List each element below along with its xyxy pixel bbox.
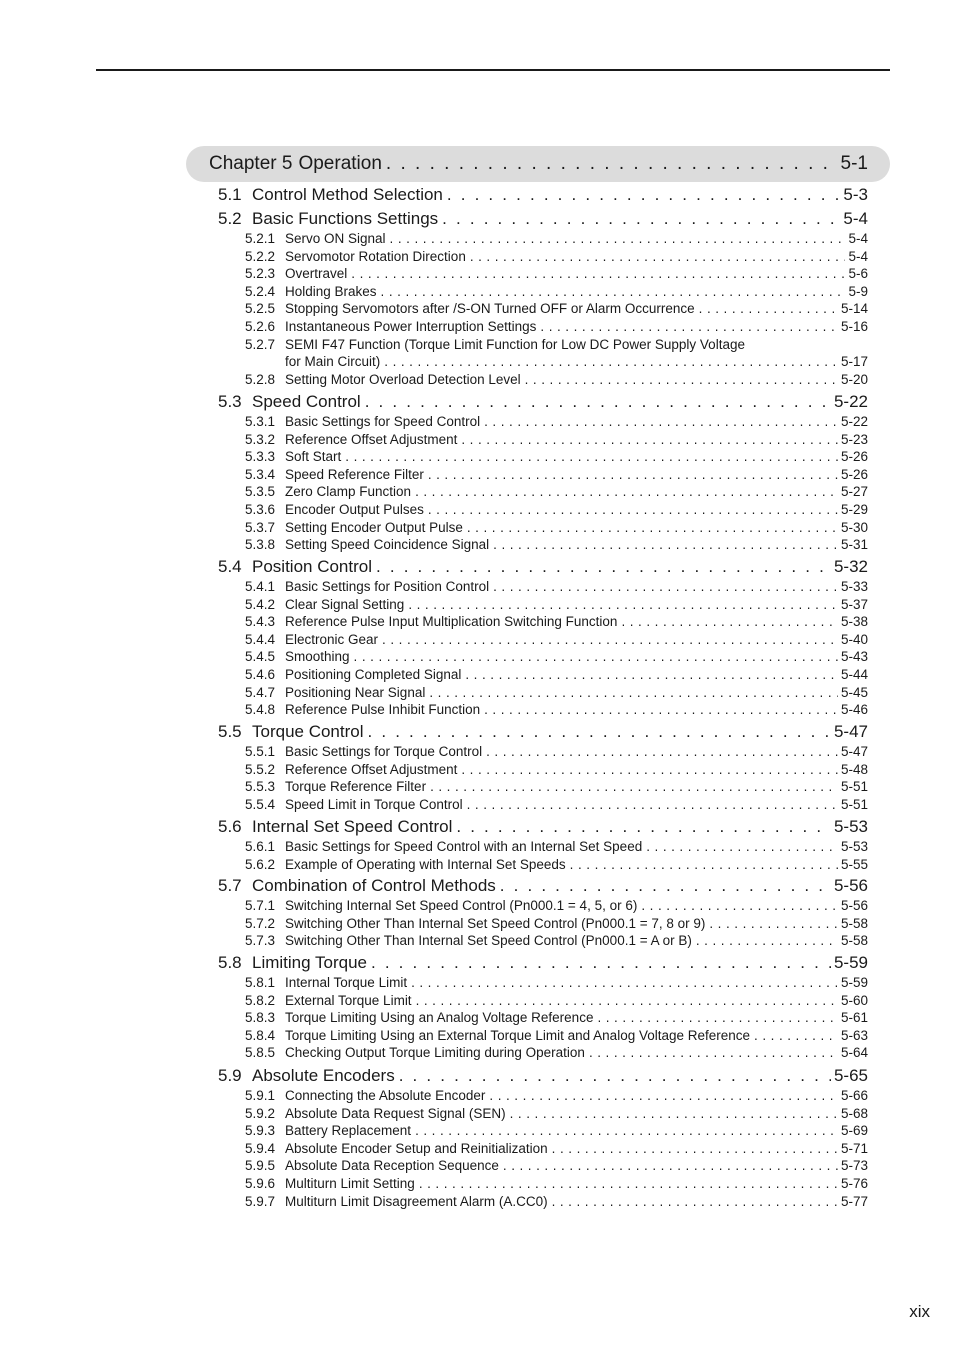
toc-subsection-page: 5-64 [840,1045,868,1060]
toc-subsection-page: 5-76 [840,1176,868,1191]
dot-leader [621,614,838,630]
toc-subsection-title: Example of Operating with Internal Set Speeds [285,857,566,872]
toc-subsection[interactable] [245,337,745,353]
toc-subsection[interactable] [245,284,868,300]
toc-subsection-title: Switching Internal Set Speed Control (Pn000.1 = 4, 5, or 6) [285,898,638,913]
dot-leader [484,414,838,430]
toc-section-page: 5-3 [843,185,868,204]
dot-leader [411,975,838,991]
toc-section-title: Combination of Control Methods [252,876,496,895]
toc-subsection-number: 5.2.2 [245,249,276,264]
toc-subsection[interactable] [245,975,868,991]
toc-subsection-number: 5.4.1 [245,579,276,594]
toc-subsection[interactable] [245,1106,868,1122]
toc-subsection-title: Absolute Data Reception Sequence [285,1158,499,1173]
toc-section-page: 5-59 [833,953,868,972]
dot-leader [368,722,831,742]
dot-leader [399,1066,831,1086]
dot-leader [467,520,838,536]
toc-subsection-page: 5-17 [840,354,868,369]
toc-subsection[interactable] [245,614,868,630]
toc-subsection-number: 5.9.6 [245,1176,276,1191]
toc-subsection-number: 5.3.7 [245,520,276,535]
toc-subsection-number: 5.8.2 [245,993,276,1008]
dot-leader [646,839,838,855]
toc-subsection-number: 5.2.6 [245,319,276,334]
toc-subsection-page: 5-4 [848,231,868,246]
toc-subsection-number: 5.2.1 [245,231,276,246]
toc-subsection-title: Basic Settings for Speed Control with an Internal Set Speed [285,839,643,854]
toc-subsection-number: 5.7.2 [245,916,276,931]
toc-subsection-title: Reference Pulse Input Multiplication Switching Function [285,614,618,629]
toc-subsection-title: Connecting the Absolute Encoder [285,1088,486,1103]
toc-subsection[interactable] [245,484,868,500]
toc-subsection[interactable] [245,1123,868,1139]
dot-leader [365,392,831,412]
dot-leader [428,467,838,483]
toc-subsection-number: 5.6.2 [245,857,276,872]
toc-subsection-page: 5-37 [840,597,868,612]
toc-subsection-title: SEMI F47 Function (Torque Limit Function for Low DC Power Supply Voltage [285,337,745,352]
chapter-title: Operation [298,153,382,174]
toc-subsection-title: Zero Clamp Function [285,484,412,499]
dot-leader [641,898,838,914]
toc-subsection-page: 5-29 [840,502,868,517]
toc-subsection-number: 5.3.1 [245,414,276,429]
toc-subsection-number: 5.9.3 [245,1123,276,1138]
toc-subsection-number: 5.4.6 [245,667,276,682]
toc-subsection-number: 5.9.7 [245,1194,276,1209]
dot-leader [589,1045,838,1061]
toc-subsection[interactable] [245,449,868,465]
dot-leader [461,432,838,448]
toc-subsection-page: 5-51 [840,779,868,794]
toc-subsection-page: 5-26 [840,449,868,464]
toc-section-title: Basic Functions Settings [252,209,439,228]
toc-subsection-title: Stopping Servomotors after /S-ON Turned OFF or Alarm Occurrence [285,301,695,316]
dot-leader [416,993,838,1009]
toc-subsection-number: 5.3.5 [245,484,276,499]
toc-subsection[interactable] [245,537,868,553]
toc-subsection-title: Holding Brakes [285,284,377,299]
dot-leader [552,1194,838,1210]
toc-subsection-page: 5-77 [840,1194,868,1209]
toc-subsection[interactable] [245,632,868,648]
toc-subsection[interactable] [245,797,868,813]
toc-subsection-page: 5-30 [840,520,868,535]
toc-subsection-number: 5.7.3 [245,933,276,948]
toc-subsection-number: 5.3.2 [245,432,276,447]
toc-subsection-number: 5.5.1 [245,744,276,759]
dot-leader [371,953,831,973]
toc-subsection-page: 5-51 [840,797,868,812]
toc-subsection[interactable] [245,372,868,388]
toc-subsection-page: 5-68 [840,1106,868,1121]
toc-section-page: 5-22 [833,392,868,411]
dot-leader [390,231,846,247]
toc-subsection-title: Smoothing [285,649,350,664]
toc-section[interactable] [218,817,868,837]
toc-subsection-number: 5.2.3 [245,266,276,281]
toc-section-number: 5.2 [218,209,242,228]
chapter-heading[interactable] [209,153,868,175]
toc-subsection-title: Switching Other Than Internal Set Speed Control (Pn000.1 = A or B) [285,933,692,948]
toc-section-page: 5-53 [833,817,868,836]
toc-subsection-page: 5-48 [840,762,868,777]
toc-subsection-title: Setting Motor Overload Detection Level [285,372,521,387]
toc-subsection[interactable] [245,702,868,718]
toc-subsection-page: 5-44 [840,667,868,682]
toc-subsection-page: 5-40 [840,632,868,647]
toc-subsection-page: 5-6 [848,266,868,281]
toc-subsection-page: 5-26 [840,467,868,482]
toc-subsection-number: 5.2.4 [245,284,276,299]
toc-subsection-number: 5.8.4 [245,1028,276,1043]
toc-subsection-number: 5.9.2 [245,1106,276,1121]
dot-leader [754,1028,838,1044]
toc-subsection-page: 5-23 [840,432,868,447]
toc-subsection[interactable] [245,301,868,317]
toc-subsection-number: 5.3.4 [245,467,276,482]
toc-subsection-title: Basic Settings for Speed Control [285,414,481,429]
dot-leader [493,579,838,595]
toc-subsection-number: 5.2.5 [245,301,276,316]
dot-leader [384,354,838,370]
toc-subsection-number: 5.3.3 [245,449,276,464]
toc-subsection-page: 5-4 [848,249,868,264]
toc-subsection-page: 5-73 [840,1158,868,1173]
toc-section-page: 5-56 [833,876,868,895]
toc-subsection-page: 5-45 [840,685,868,700]
dot-leader [467,797,838,813]
dot-leader [351,266,845,282]
toc-subsection-title: Positioning Completed Signal [285,667,462,682]
toc-subsection-title: External Torque Limit [285,993,412,1008]
dot-leader [456,817,831,837]
toc-subsection-page: 5-14 [840,301,868,316]
toc-subsection[interactable] [245,467,868,483]
dot-leader [382,632,838,648]
toc-subsection-number: 5.3.6 [245,502,276,517]
toc-subsection-page: 5-53 [840,839,868,854]
toc-subsection-title: Torque Limiting Using an Analog Voltage Reference [285,1010,594,1025]
toc-subsection-page: 5-16 [840,319,868,334]
dot-leader [381,284,846,300]
toc-section[interactable] [218,1066,868,1086]
dot-leader [493,537,838,553]
toc-subsection-title: Reference Pulse Inhibit Function [285,702,481,717]
toc-subsection[interactable] [245,520,868,536]
toc-subsection-number: 5.7.1 [245,898,276,913]
dot-leader [419,1176,838,1192]
toc-subsection-title: Multiturn Limit Disagreement Alarm (A.CC0) [285,1194,548,1209]
dot-leader [386,153,838,175]
dot-leader [470,249,846,265]
chapter-number: Chapter 5 [209,153,293,174]
toc-subsection[interactable] [245,231,868,247]
toc-subsection-number: 5.4.5 [245,649,276,664]
toc-section-number: 5.1 [218,185,242,204]
toc-section-number: 5.3 [218,392,242,411]
toc-section-page: 5-47 [833,722,868,741]
toc-subsection[interactable] [245,319,868,335]
toc-subsection-title: Setting Encoder Output Pulse [285,520,463,535]
toc-subsection[interactable] [245,597,868,613]
toc-subsection-page: 5-33 [840,579,868,594]
toc-section-title: Limiting Torque [252,953,367,972]
toc-subsection-title: Absolute Data Request Signal (SEN) [285,1106,506,1121]
toc-section-title: Torque Control [252,722,364,741]
toc-subsection[interactable] [245,432,868,448]
toc-section-page: 5-65 [833,1066,868,1085]
dot-leader [552,1141,838,1157]
toc-subsection-number: 5.9.5 [245,1158,276,1173]
toc-section[interactable] [218,557,868,577]
dot-leader [709,916,838,932]
toc-section[interactable] [218,392,868,412]
toc-subsection[interactable] [245,249,868,265]
dot-leader [510,1106,838,1122]
toc-subsection-page: 5-38 [840,614,868,629]
toc-subsection-title: Overtravel [285,266,348,281]
toc-subsection-page: 5-43 [840,649,868,664]
toc-section-number: 5.9 [218,1066,242,1085]
dot-leader [442,209,840,229]
toc-subsection-number: 5.6.1 [245,839,276,854]
toc-subsection-title: Basic Settings for Torque Control [285,744,483,759]
toc-subsection-page: 5-58 [840,916,868,931]
toc-subsection-page: 5-56 [840,898,868,913]
toc-section-page: 5-4 [843,209,868,228]
dot-leader [376,557,831,577]
dot-leader [699,301,838,317]
dot-leader [415,1123,838,1139]
toc-subsection-page: 5-59 [840,975,868,990]
toc-subsection-number: 5.4.8 [245,702,276,717]
toc-subsection-title: Electronic Gear [285,632,379,647]
toc-section[interactable] [218,953,868,973]
toc-subsection-title: Torque Reference Filter [285,779,427,794]
toc-subsection[interactable] [245,502,868,518]
toc-section-number: 5.7 [218,876,242,895]
dot-leader [540,319,838,335]
toc-subsection[interactable] [245,1141,868,1157]
toc-section-page: 5-32 [833,557,868,576]
dot-leader [465,667,838,683]
toc-subsection[interactable] [245,685,868,701]
dot-leader [484,702,838,718]
toc-subsection-title: Setting Speed Coincidence Signal [285,537,490,552]
toc-section-title: Absolute Encoders [252,1066,395,1085]
dot-leader [345,449,838,465]
toc-section-number: 5.8 [218,953,242,972]
toc-subsection-title: Clear Signal Setting [285,597,405,612]
toc-subsection-page: 5-22 [840,414,868,429]
dot-leader [503,1158,838,1174]
toc-section-title: Control Method Selection [252,185,443,204]
dot-leader [430,779,838,795]
toc-subsection[interactable] [245,667,868,683]
dot-leader [415,484,838,500]
toc-subsection-page: 5-9 [848,284,868,299]
toc-subsection[interactable] [245,993,868,1009]
toc-subsection-title: Positioning Near Signal [285,685,426,700]
toc-subsection-number: 5.5.2 [245,762,276,777]
toc-subsection-title: Checking Output Torque Limiting during Operation [285,1045,585,1060]
toc-subsection[interactable] [245,1045,868,1061]
toc-subsection-page: 5-69 [840,1123,868,1138]
dot-leader [696,933,838,949]
toc-subsection[interactable] [245,579,868,595]
toc-subsection-title: Internal Torque Limit [285,975,408,990]
toc-subsection-title: Encoder Output Pulses [285,502,424,517]
toc-section[interactable] [218,876,868,896]
toc-subsection-title: Absolute Encoder Setup and Reinitialization [285,1141,548,1156]
toc-subsection-page: 5-31 [840,537,868,552]
toc-subsection-title: Speed Reference Filter [285,467,424,482]
toc-subsection-number: 5.4.2 [245,597,276,612]
toc-subsection[interactable] [245,857,868,873]
toc-subsection[interactable] [245,933,868,949]
toc-subsection-title: Servomotor Rotation Direction [285,249,466,264]
toc-subsection-number: 5.8.1 [245,975,276,990]
toc-subsection-page: 5-47 [840,744,868,759]
toc-subsection[interactable] [245,779,868,795]
toc-subsection-title: Servo ON Signal [285,231,386,246]
toc-subsection-number: 5.9.4 [245,1141,276,1156]
toc-subsection-page: 5-27 [840,484,868,499]
toc-subsection[interactable] [245,1010,868,1026]
dot-leader [597,1010,838,1026]
toc-subsection-number: 5.8.5 [245,1045,276,1060]
toc-subsection[interactable] [245,266,868,282]
toc-subsection-number: 5.3.8 [245,537,276,552]
toc-subsection-title: Torque Limiting Using an External Torque Limit and Analog Voltage Reference [285,1028,751,1043]
toc-subsection-page: 5-71 [840,1141,868,1156]
toc-subsection[interactable] [245,414,868,430]
toc-subsection-continuation[interactable] [245,354,868,370]
toc-subsection[interactable] [245,1194,868,1210]
toc-subsection[interactable] [245,762,868,778]
toc-subsection-title-cont: for Main Circuit) [285,354,381,369]
toc-subsection-title: Switching Other Than Internal Set Speed Control (Pn000.1 = 7, 8 or 9) [285,916,706,931]
toc-subsection[interactable] [245,916,868,932]
toc-subsection-page: 5-20 [840,372,868,387]
toc-subsection-number: 5.2.7 [245,337,276,352]
dot-leader [429,685,838,701]
chapter-page: 5-1 [840,153,868,174]
toc-subsection-number: 5.8.3 [245,1010,276,1025]
toc-section-title: Speed Control [252,392,361,411]
dot-leader [500,876,831,896]
toc-subsection[interactable] [245,1028,868,1044]
toc-subsection-title: Reference Offset Adjustment [285,432,458,447]
toc-subsection-page: 5-58 [840,933,868,948]
dot-leader [461,762,838,778]
toc-section-number: 5.6 [218,817,242,836]
toc-section-title: Internal Set Speed Control [252,817,453,836]
dot-leader [408,597,838,613]
toc-section[interactable] [218,722,868,742]
dot-leader [428,502,838,518]
toc-subsection[interactable] [245,839,868,855]
toc-subsection-number: 5.9.1 [245,1088,276,1103]
toc-section[interactable] [218,209,868,229]
dot-leader [486,744,838,760]
toc-section-number: 5.5 [218,722,242,741]
toc-subsection-title: Reference Offset Adjustment [285,762,458,777]
toc-subsection-number: 5.4.3 [245,614,276,629]
toc-subsection[interactable] [245,1158,868,1174]
toc-section-number: 5.4 [218,557,242,576]
toc-subsection-title: Battery Replacement [285,1123,412,1138]
toc-subsection[interactable] [245,898,868,914]
dot-leader [570,857,838,873]
toc-subsection[interactable] [245,1088,868,1104]
dot-leader [354,649,838,665]
toc-subsection-title: Multiturn Limit Setting [285,1176,415,1191]
toc-subsection-number: 5.4.7 [245,685,276,700]
toc-subsection-number: 5.4.4 [245,632,276,647]
dot-leader [525,372,838,388]
toc-subsection-title: Speed Limit in Torque Control [285,797,463,812]
toc-subsection-number: 5.5.4 [245,797,276,812]
toc-subsection[interactable] [245,649,868,665]
toc-subsection[interactable] [245,744,868,760]
toc-subsection-page: 5-55 [840,857,868,872]
toc-subsection-number: 5.5.3 [245,779,276,794]
toc-subsection-number: 5.2.8 [245,372,276,387]
toc-section[interactable] [218,185,868,205]
top-rule [96,69,890,71]
toc-subsection-title: Instantaneous Power Interruption Settings [285,319,537,334]
page-number: xix [909,1302,930,1321]
toc-subsection-page: 5-63 [840,1028,868,1043]
toc-subsection-page: 5-46 [840,702,868,717]
toc-subsection-title: Basic Settings for Position Control [285,579,490,594]
dot-leader [447,185,841,205]
toc-subsection-page: 5-60 [840,993,868,1008]
dot-leader [489,1088,838,1104]
toc-subsection-title: Soft Start [285,449,342,464]
toc-subsection[interactable] [245,1176,868,1192]
toc-subsection-page: 5-61 [840,1010,868,1025]
toc-subsection-page: 5-66 [840,1088,868,1103]
toc-section-title: Position Control [252,557,373,576]
